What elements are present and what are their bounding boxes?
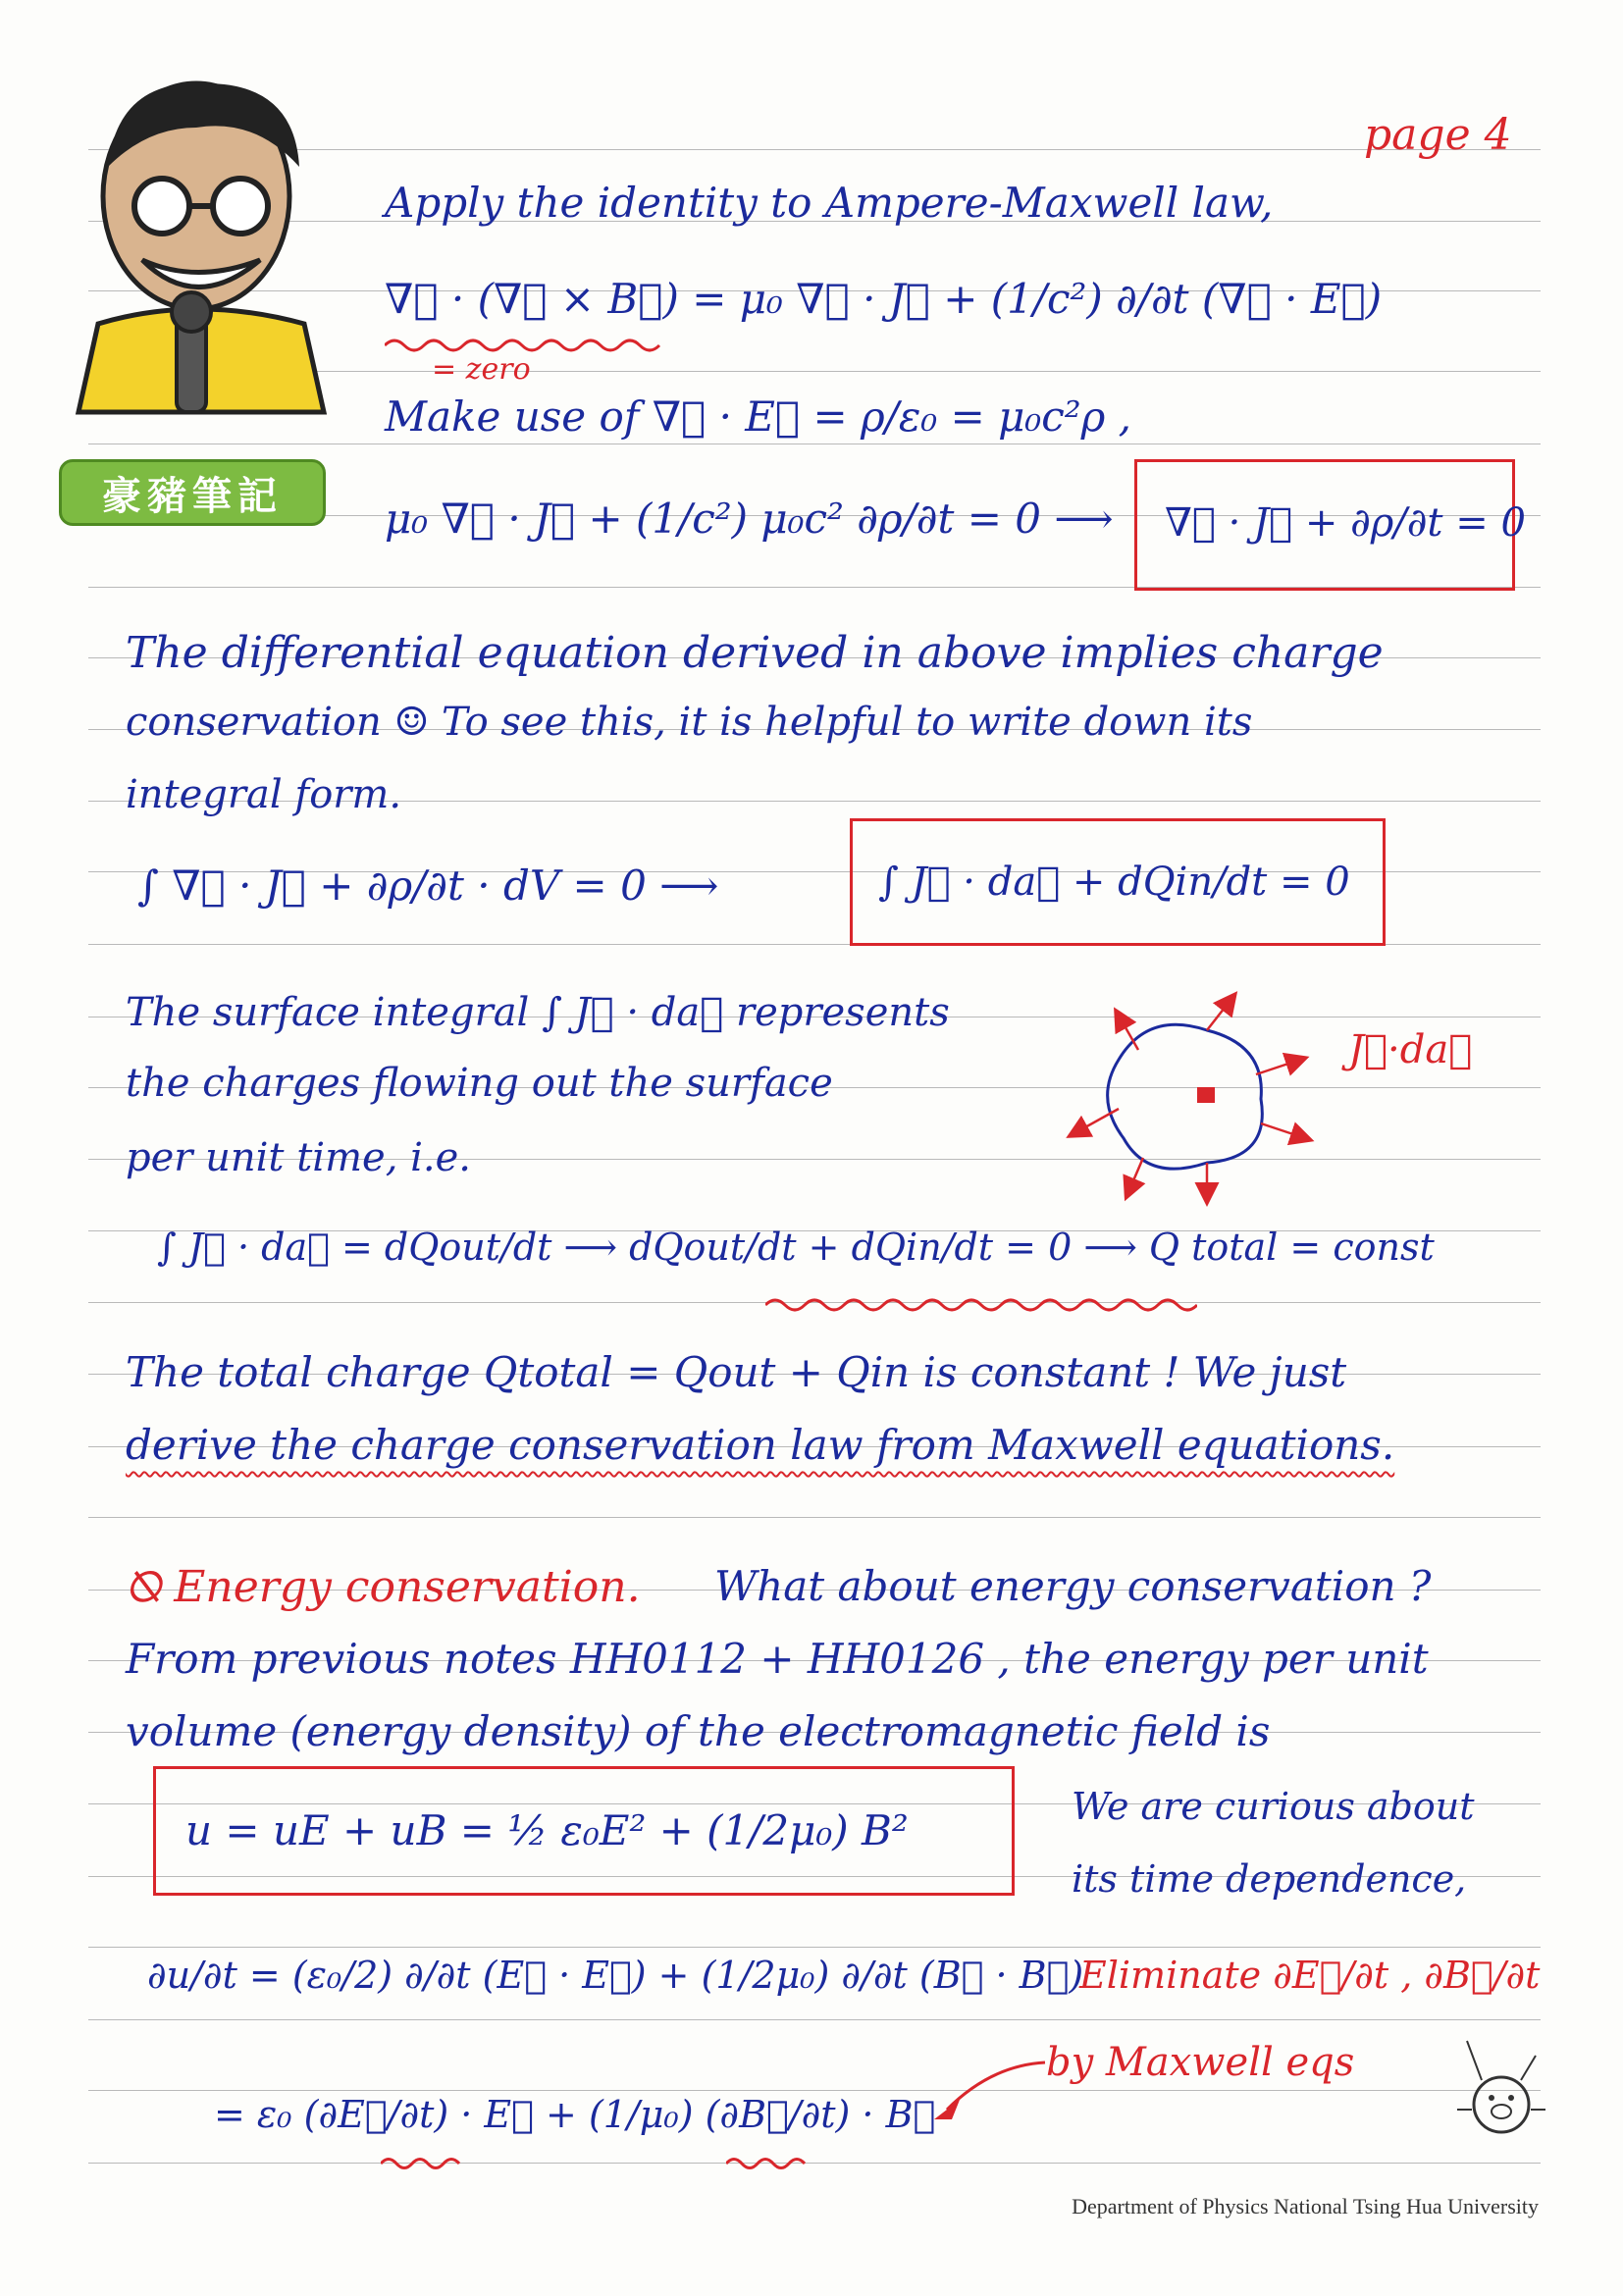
equation-du-dt: ∂u/∂t = (ε₀/2) ∂/∂t (E⃗ · E⃗) + (1/2μ₀) ∂/∂t (B⃗ · B⃗)	[147, 1954, 1084, 1997]
integral-form-equation: ∫ J⃗ · da⃗ + dQin/dt = 0	[878, 860, 1350, 905]
curious-line-1: We are curious about	[1072, 1785, 1475, 1828]
zero-note: = zero	[432, 352, 531, 387]
surface-line-3: per unit time, i.e.	[126, 1135, 472, 1180]
eliminate-note: Eliminate ∂E⃗/∂t , ∂B⃗/∂t	[1079, 1954, 1541, 1997]
by-maxwell-note: by Maxwell eqs	[1046, 2040, 1355, 2085]
footer-institution: Department of Physics National Tsing Hua University	[1072, 2194, 1539, 2218]
equation-continuity-derivation: μ₀ ∇⃗ · J⃗ + (1/c²) μ₀c² ∂ρ/∂t = 0 ⟶	[385, 495, 1114, 543]
notes-badge	[59, 459, 326, 526]
flux-surface-diagram-icon	[1060, 991, 1335, 1207]
paragraph-line-3: integral form.	[126, 772, 402, 817]
energy-density-equation: u = uE + uB = ½ ε₀E² + (1/2μ₀) B²	[185, 1806, 909, 1854]
wavy-underline-icon	[765, 1295, 1197, 1315]
wavy-underline-icon	[726, 2155, 814, 2172]
equation-charge-relation: ∫ J⃗ · da⃗ = dQout/dt ⟶ dQout/dt + dQin/dt = 0 ⟶ Q total = const	[157, 1226, 1435, 1269]
energy-line-2: From previous notes HH0112 + HH0126 , the energy per unit	[126, 1635, 1429, 1683]
energy-question: What about energy conservation ?	[714, 1562, 1432, 1610]
mascot-cartoon-icon	[59, 59, 353, 471]
pointer-arrow-icon	[922, 2051, 1050, 2129]
integral-form-box	[850, 818, 1386, 946]
line-apply-identity: Apply the identity to Ampere-Maxwell law,	[385, 179, 1274, 227]
j-dot-da-label: J⃗·da⃗	[1348, 1027, 1473, 1072]
badge-label: 豪豬筆記	[102, 473, 283, 519]
continuity-equation-box	[1134, 459, 1526, 591]
equation-div-curl: ∇⃗ · (∇⃗ × B⃗) = μ₀ ∇⃗ · J⃗ + (1/c²) ∂/∂t (∇⃗ · E⃗)	[385, 275, 1383, 323]
equation-integral-volume: ∫ ∇⃗ · J⃗ + ∂ρ/∂t · dV = 0 ⟶	[137, 861, 719, 910]
wavy-underline-icon	[381, 2155, 469, 2172]
continuity-equation: ∇⃗ · J⃗ + ∂ρ/∂t = 0	[1165, 500, 1526, 546]
total-charge-line-2: derive the charge conservation law from Maxwell equations.	[126, 1421, 1395, 1469]
pig-doodle-icon	[1452, 2031, 1550, 2149]
page-label: page 4	[1364, 110, 1512, 160]
paragraph-line-2: conservation ☺ To see this, it is helpful to write down its	[126, 700, 1253, 745]
energy-line-3: volume (energy density) of the electromagnetic field is	[126, 1707, 1271, 1755]
surface-line-1: The surface integral ∫ J⃗ · da⃗ represents	[126, 990, 950, 1035]
energy-conservation-heading: ⦰ Energy conservation.	[126, 1562, 641, 1612]
paragraph-line-1: The differential equation derived in above implies charge	[126, 628, 1384, 678]
surface-line-2: the charges flowing out the surface	[126, 1061, 833, 1106]
total-charge-line-1: The total charge Qtotal = Qout + Qin is constant ! We just	[126, 1348, 1347, 1396]
line-make-use: Make use of ∇⃗ · E⃗ = ρ/ε₀ = μ₀c²ρ ,	[385, 392, 1132, 441]
energy-density-box	[153, 1766, 1015, 1896]
equation-du-dt-expanded: = ε₀ (∂E⃗/∂t) · E⃗ + (1/μ₀) (∂B⃗/∂t) · B⃗	[214, 2093, 936, 2136]
curious-line-2: its time dependence,	[1072, 1857, 1467, 1901]
